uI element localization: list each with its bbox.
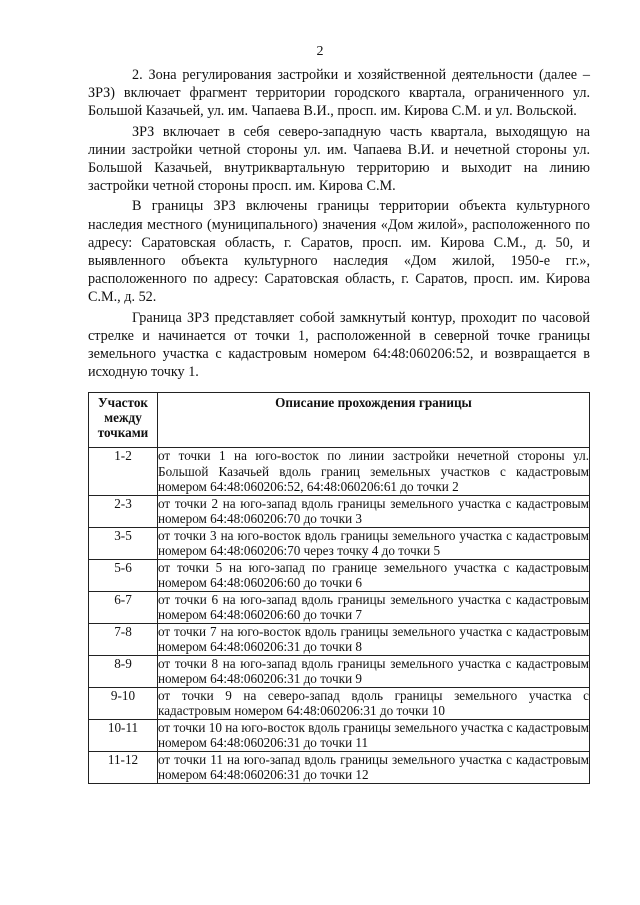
description-cell: от точки 11 на юго-запад вдоль границы земельного участка с кадастровым номером 64:48:060206:31 до точки 12	[158, 751, 589, 782]
segment-cell: 1-2	[89, 448, 158, 496]
segment-cell: 10-11	[89, 719, 158, 751]
paragraph-zone-definition: 2. Зона регулирования застройки и хозяйственной деятельности (далее – ЗРЗ) включает фрагмент территории городского квартала, ограниченного ул. Большой Казачьей, ул. им. Чапаева В.И., просп. им. Кирова С.М. и ул. Вольской.	[88, 67, 590, 120]
table-header-row	[89, 393, 590, 448]
description-cell: от точки 2 на юго-запад вдоль границы земельного участка с кадастровым номером 64:48:060206:70 до точки 3	[158, 495, 589, 526]
table-row	[89, 687, 590, 719]
segment-cell: 6-7	[89, 591, 158, 623]
table-row	[89, 448, 590, 496]
segment-cell: 9-10	[89, 687, 158, 719]
table-row	[89, 719, 590, 751]
segment-cell: 2-3	[89, 495, 158, 527]
page-number: 2	[316, 44, 324, 59]
segment-cell: 8-9	[89, 655, 158, 687]
paragraph-heritage-objects: В границы ЗРЗ включены границы территории объекта культурного наследия местного (муниципального) значения «Дом жилой», расположенного по адресу: Саратовская область, г. Саратов, просп. им. Кирова С.М., д. 50, и выявленного объекта культурного наследия «Дом жилой, 1950-е гг.», расположенного по адресу: Саратовская область, г. Саратов, просп. им. Кирова С.М., д. 52.	[88, 198, 590, 306]
description-cell: от точки 3 на юго-восток вдоль границы земельного участка с кадастровым номером 64:48:060206:70 через точку 4 до точки 5	[158, 527, 589, 558]
table-row	[89, 591, 590, 623]
table-row	[89, 559, 590, 591]
segment-cell: 5-6	[89, 559, 158, 591]
description-cell: от точки 6 на юго-запад вдоль границы земельного участка с кадастровым номером 64:48:060206:60 до точки 7	[158, 591, 589, 622]
description-cell: от точки 1 на юго-восток по линии застройки нечетной стороны ул. Большой Казачьей вдоль границ земельных участков с кадастровым номером 64:48:060206:52, 64:48:060206:61 до точки 2	[158, 448, 589, 494]
table-row	[89, 623, 590, 655]
segment-cell: 3-5	[89, 527, 158, 559]
body-text	[88, 66, 590, 381]
description-cell: от точки 9 на северо-запад вдоль границы земельного участка с кадастровым номером 64:48:060206:31 до точки 10	[158, 687, 589, 718]
segment-cell: 11-12	[89, 751, 158, 783]
table-row	[89, 527, 590, 559]
description-cell: от точки 5 на юго-запад по границе земельного участка с кадастровым номером 64:48:060206:60 до точки 6	[158, 559, 589, 590]
table-row	[89, 751, 590, 783]
boundary-table	[88, 392, 590, 784]
header-description: Описание прохождения границы	[158, 393, 590, 448]
description-cell: от точки 8 на юго-запад вдоль границы земельного участка с кадастровым номером 64:48:060206:31 до точки 9	[158, 655, 589, 686]
header-segment: Участок между точками	[89, 393, 158, 448]
table-row	[89, 495, 590, 527]
description-cell: от точки 7 на юго-восток вдоль границы земельного участка с кадастровым номером 64:48:060206:31 до точки 8	[158, 623, 589, 654]
paragraph-boundary-contour: Граница ЗРЗ представляет собой замкнутый контур, проходит по часовой стрелке и начинается от точки 1, расположенной в северной точке границы земельного участка с кадастровым номером 64:48:060206:52, и возвращается в исходную точку 1.	[88, 309, 590, 381]
description-cell: от точки 10 на юго-восток вдоль границы земельного участка с кадастровым номером 64:48:060206:31 до точки 11	[158, 719, 589, 750]
paragraph-zone-composition: ЗРЗ включает в себя северо-западную часть квартала, выходящую на линии застройки четной стороны ул. им. Чапаева В.И. и нечетной стороны ул. Большой Казачьей, внутриквартальную территорию и выходит на линию застройки четной стороны просп. им. Кирова С.М.	[88, 123, 590, 195]
segment-cell: 7-8	[89, 623, 158, 655]
table-row	[89, 655, 590, 687]
